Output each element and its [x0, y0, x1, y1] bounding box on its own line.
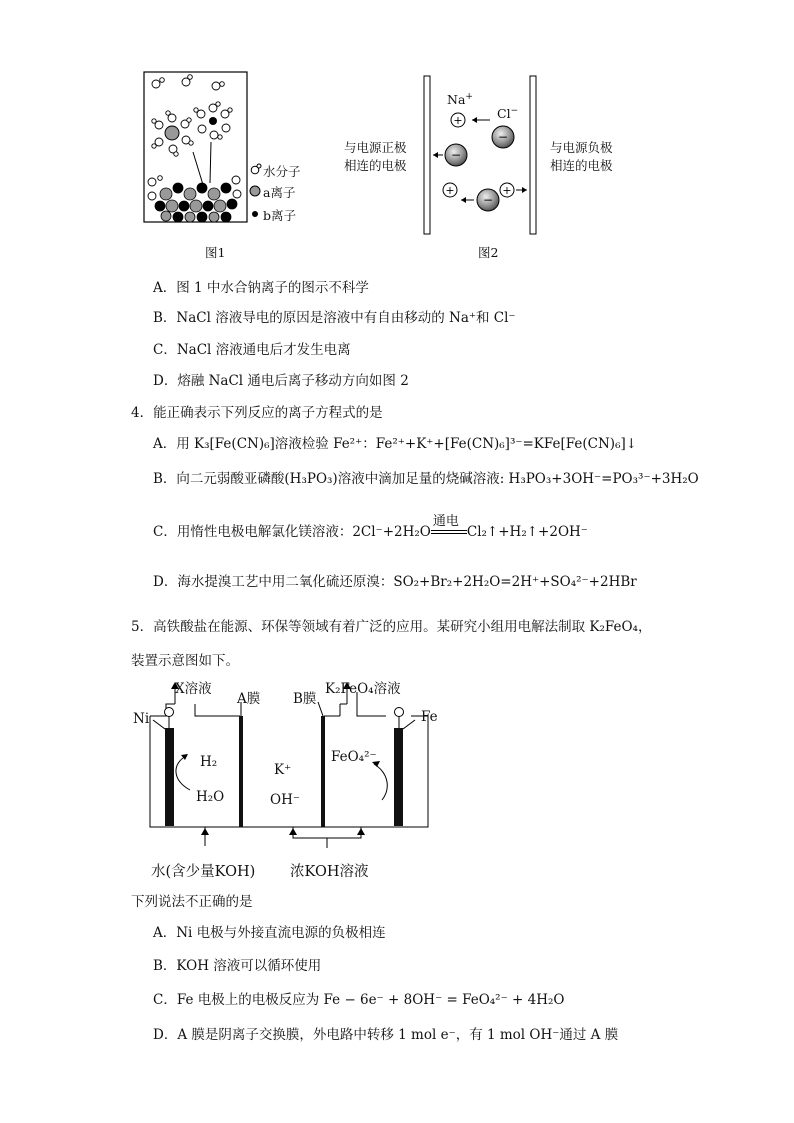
svg-text:−: −: [497, 130, 509, 144]
legend-water: 水分子: [263, 164, 301, 179]
legend-a-ion: a离子: [263, 185, 296, 200]
figure-2: [410, 72, 550, 237]
q5-option-a: A．Ni 电极与外接直流电源的负极相连: [153, 925, 386, 941]
right-electrode-label-1: 与电源负极: [550, 140, 613, 155]
cl-charge: −: [510, 106, 519, 116]
figure-2-caption: 图2: [478, 245, 499, 260]
fe-label: Fe: [421, 709, 438, 725]
cl-symbol: Cl: [497, 106, 511, 122]
q3-option-d: D．熔融 NaCl 通电后离子移动方向如图 2: [153, 373, 409, 389]
h2o-label: H₂O: [196, 789, 225, 805]
q4-stem: 4．能正确表示下列反应的离子方程式的是: [131, 405, 383, 421]
cl-ion-label: [497, 106, 518, 121]
na-ion-label: [447, 92, 473, 107]
q4-option-d: D．海水提溴工艺中用二氧化硫还原溴：SO₂+Br₂+2H₂O=2H⁺+SO₄²⁻+2HBr: [153, 574, 637, 590]
oh-ion-label: OH⁻: [270, 792, 300, 808]
q5-stem-1: 5．高铁酸盐在能源、环保等领域有着广泛的应用。某研究小组用电解法制取 K₂FeO₄，: [131, 619, 652, 635]
q3-option-c: C．NaCl 溶液通电后才发生电离: [153, 342, 351, 358]
q4-option-c: [153, 513, 588, 540]
svg-text:+: +: [445, 184, 455, 197]
svg-text:+: +: [502, 184, 512, 197]
ni-label: Ni: [133, 711, 150, 727]
b-membrane-label: B膜: [293, 691, 317, 707]
left-electrode-label-2: 相连的电极: [344, 158, 407, 173]
q3-option-a: A．图 1 中水合钠离子的图示不科学: [153, 280, 369, 296]
legend-b-ion: b离子: [263, 208, 297, 223]
product-label: K₂FeO₄溶液: [325, 681, 401, 697]
electrolysis-condition: 通电: [432, 513, 459, 529]
q5-option-b: B．KOH 溶液可以循环使用: [153, 958, 322, 974]
x-solution-label: X溶液: [175, 681, 212, 697]
electrolysis-arrow: [431, 513, 467, 540]
svg-text:+: +: [453, 114, 463, 127]
q5-prompt: 下列说法不正确的是: [131, 894, 253, 910]
h2-label: H₂: [200, 754, 218, 770]
q5-option-c: C．Fe 电极上的电极反应为 Fe − 6e⁻ + 8OH⁻ = FeO₄²⁻ + 4H₂O: [153, 992, 565, 1008]
q4-option-b: B．向二元弱酸亚磷酸(H₃PO₃)溶液中滴加足量的烧碱溶液: H₃PO₃+3OH⁻=PO₃³⁻+3H₂O: [153, 471, 699, 487]
na-symbol: Na: [447, 92, 466, 108]
q5-option-d: D．A 膜是阴离子交换膜，外电路中转移 1 mol e⁻，有 1 mol OH⁻通过 A 膜: [153, 1027, 619, 1043]
a-membrane-label: A膜: [237, 691, 261, 707]
na-charge: +: [465, 92, 473, 102]
q4-option-a: A．用 K₃[Fe(CN)₆]溶液检验 Fe²⁺：Fe²⁺+K⁺+[Fe(CN)₆]³⁻=KFe[Fe(CN)₆]↓: [153, 436, 638, 452]
figure-1-caption: 图1: [205, 245, 226, 260]
right-electrode-label-2: 相连的电极: [550, 158, 613, 173]
svg-text:−: −: [450, 148, 462, 162]
feo4-label: FeO₄²⁻: [331, 749, 377, 765]
q5-stem-2: 装置示意图如下。: [131, 653, 239, 669]
q3-option-b: B．NaCl 溶液导电的原因是溶液中有自由移动的 Na⁺和 Cl⁻: [153, 310, 516, 326]
q4-option-c-tail: Cl₂↑+H₂↑+2OH⁻: [466, 524, 588, 540]
svg-text:−: −: [482, 193, 494, 207]
left-electrode-label-1: 与电源正极: [344, 140, 407, 155]
koh-inlet-label: 浓KOH溶液: [290, 864, 369, 880]
water-inlet-label: 水(含少量KOH): [151, 864, 256, 880]
q4-option-c-text: C．用惰性电极电解氯化镁溶液：2Cl⁻+2H₂O: [153, 524, 431, 540]
k-ion-label: K⁺: [274, 762, 292, 778]
equals-sign: [431, 530, 467, 534]
